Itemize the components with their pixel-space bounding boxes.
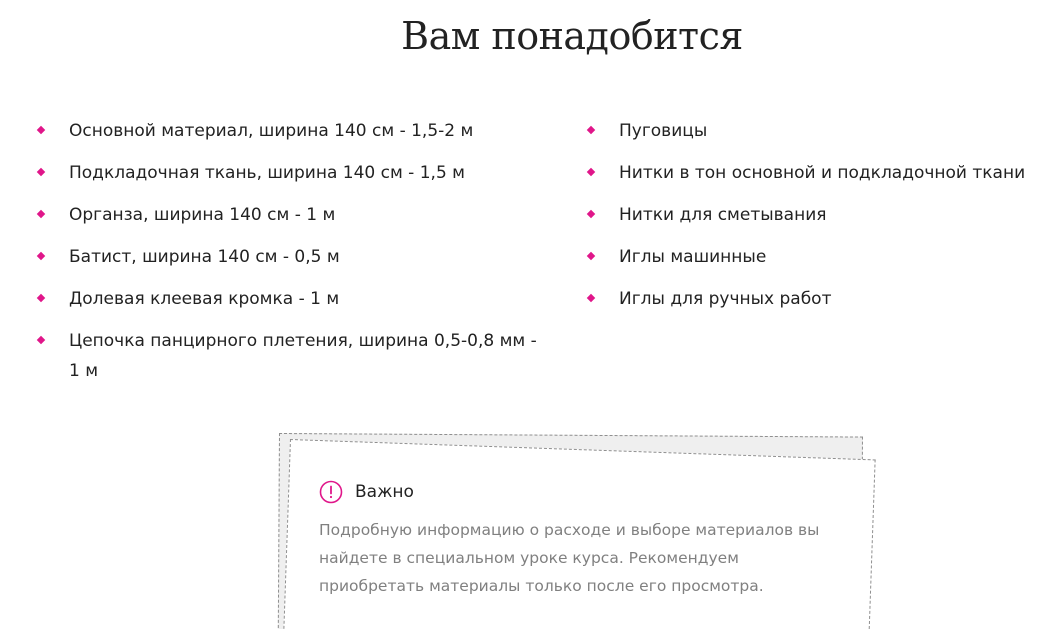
diamond-bullet-icon xyxy=(37,336,45,344)
diamond-bullet-icon xyxy=(587,210,595,218)
list-item xyxy=(586,116,1046,146)
list-item xyxy=(36,284,546,314)
note-header xyxy=(319,478,859,506)
diamond-bullet-icon xyxy=(587,126,595,134)
diamond-bullet-icon xyxy=(587,168,595,176)
list-item-label: Батист, ширина 140 см - 0,5 м xyxy=(69,247,340,267)
list-item-label: Пуговицы xyxy=(619,121,708,141)
list-item xyxy=(36,158,546,188)
list-item xyxy=(36,116,546,146)
list-item-label: Нитки для сметывания xyxy=(619,205,827,225)
diamond-bullet-icon xyxy=(37,294,45,302)
page-title: Вам понадобится xyxy=(401,14,743,58)
list-item xyxy=(36,200,546,230)
list-item-label: Органза, ширина 140 см - 1 м xyxy=(69,205,336,225)
list-item-label: Долевая клеевая кромка - 1 м xyxy=(69,289,340,309)
list-item-label: Подкладочная ткань, ширина 140 см - 1,5 м xyxy=(69,163,465,183)
list-item xyxy=(586,200,1046,230)
important-note xyxy=(319,478,859,600)
diamond-bullet-icon xyxy=(37,126,45,134)
list-item xyxy=(36,242,546,272)
diamond-bullet-icon xyxy=(587,252,595,260)
diamond-bullet-icon xyxy=(587,294,595,302)
exclamation-circle-icon xyxy=(319,480,343,504)
diamond-bullet-icon xyxy=(37,210,45,218)
note-text: Подробную информацию о расходе и выборе материалов вы найдете в специальном уроке курса. Рекомендуем приобретать материалы только после его просмотра. xyxy=(319,521,820,595)
diamond-bullet-icon xyxy=(37,168,45,176)
list-item xyxy=(36,326,546,386)
list-item-label: Цепочка панцирного плетения, ширина 0,5-0,8 мм - 1 м xyxy=(69,331,537,381)
list-item-label: Основной материал, ширина 140 см - 1,5-2 м xyxy=(69,121,474,141)
list-item-label: Нитки в тон основной и подкладочной ткани xyxy=(619,163,1026,183)
list-item-label: Иглы машинные xyxy=(619,247,767,267)
list-item-label: Иглы для ручных работ xyxy=(619,289,832,309)
materials-list-right xyxy=(586,116,1046,326)
diamond-bullet-icon xyxy=(37,252,45,260)
note-title: Важно xyxy=(355,482,414,502)
materials-list-left xyxy=(36,116,546,398)
list-item xyxy=(586,158,1046,188)
list-item xyxy=(586,242,1046,272)
list-item xyxy=(586,284,1046,314)
